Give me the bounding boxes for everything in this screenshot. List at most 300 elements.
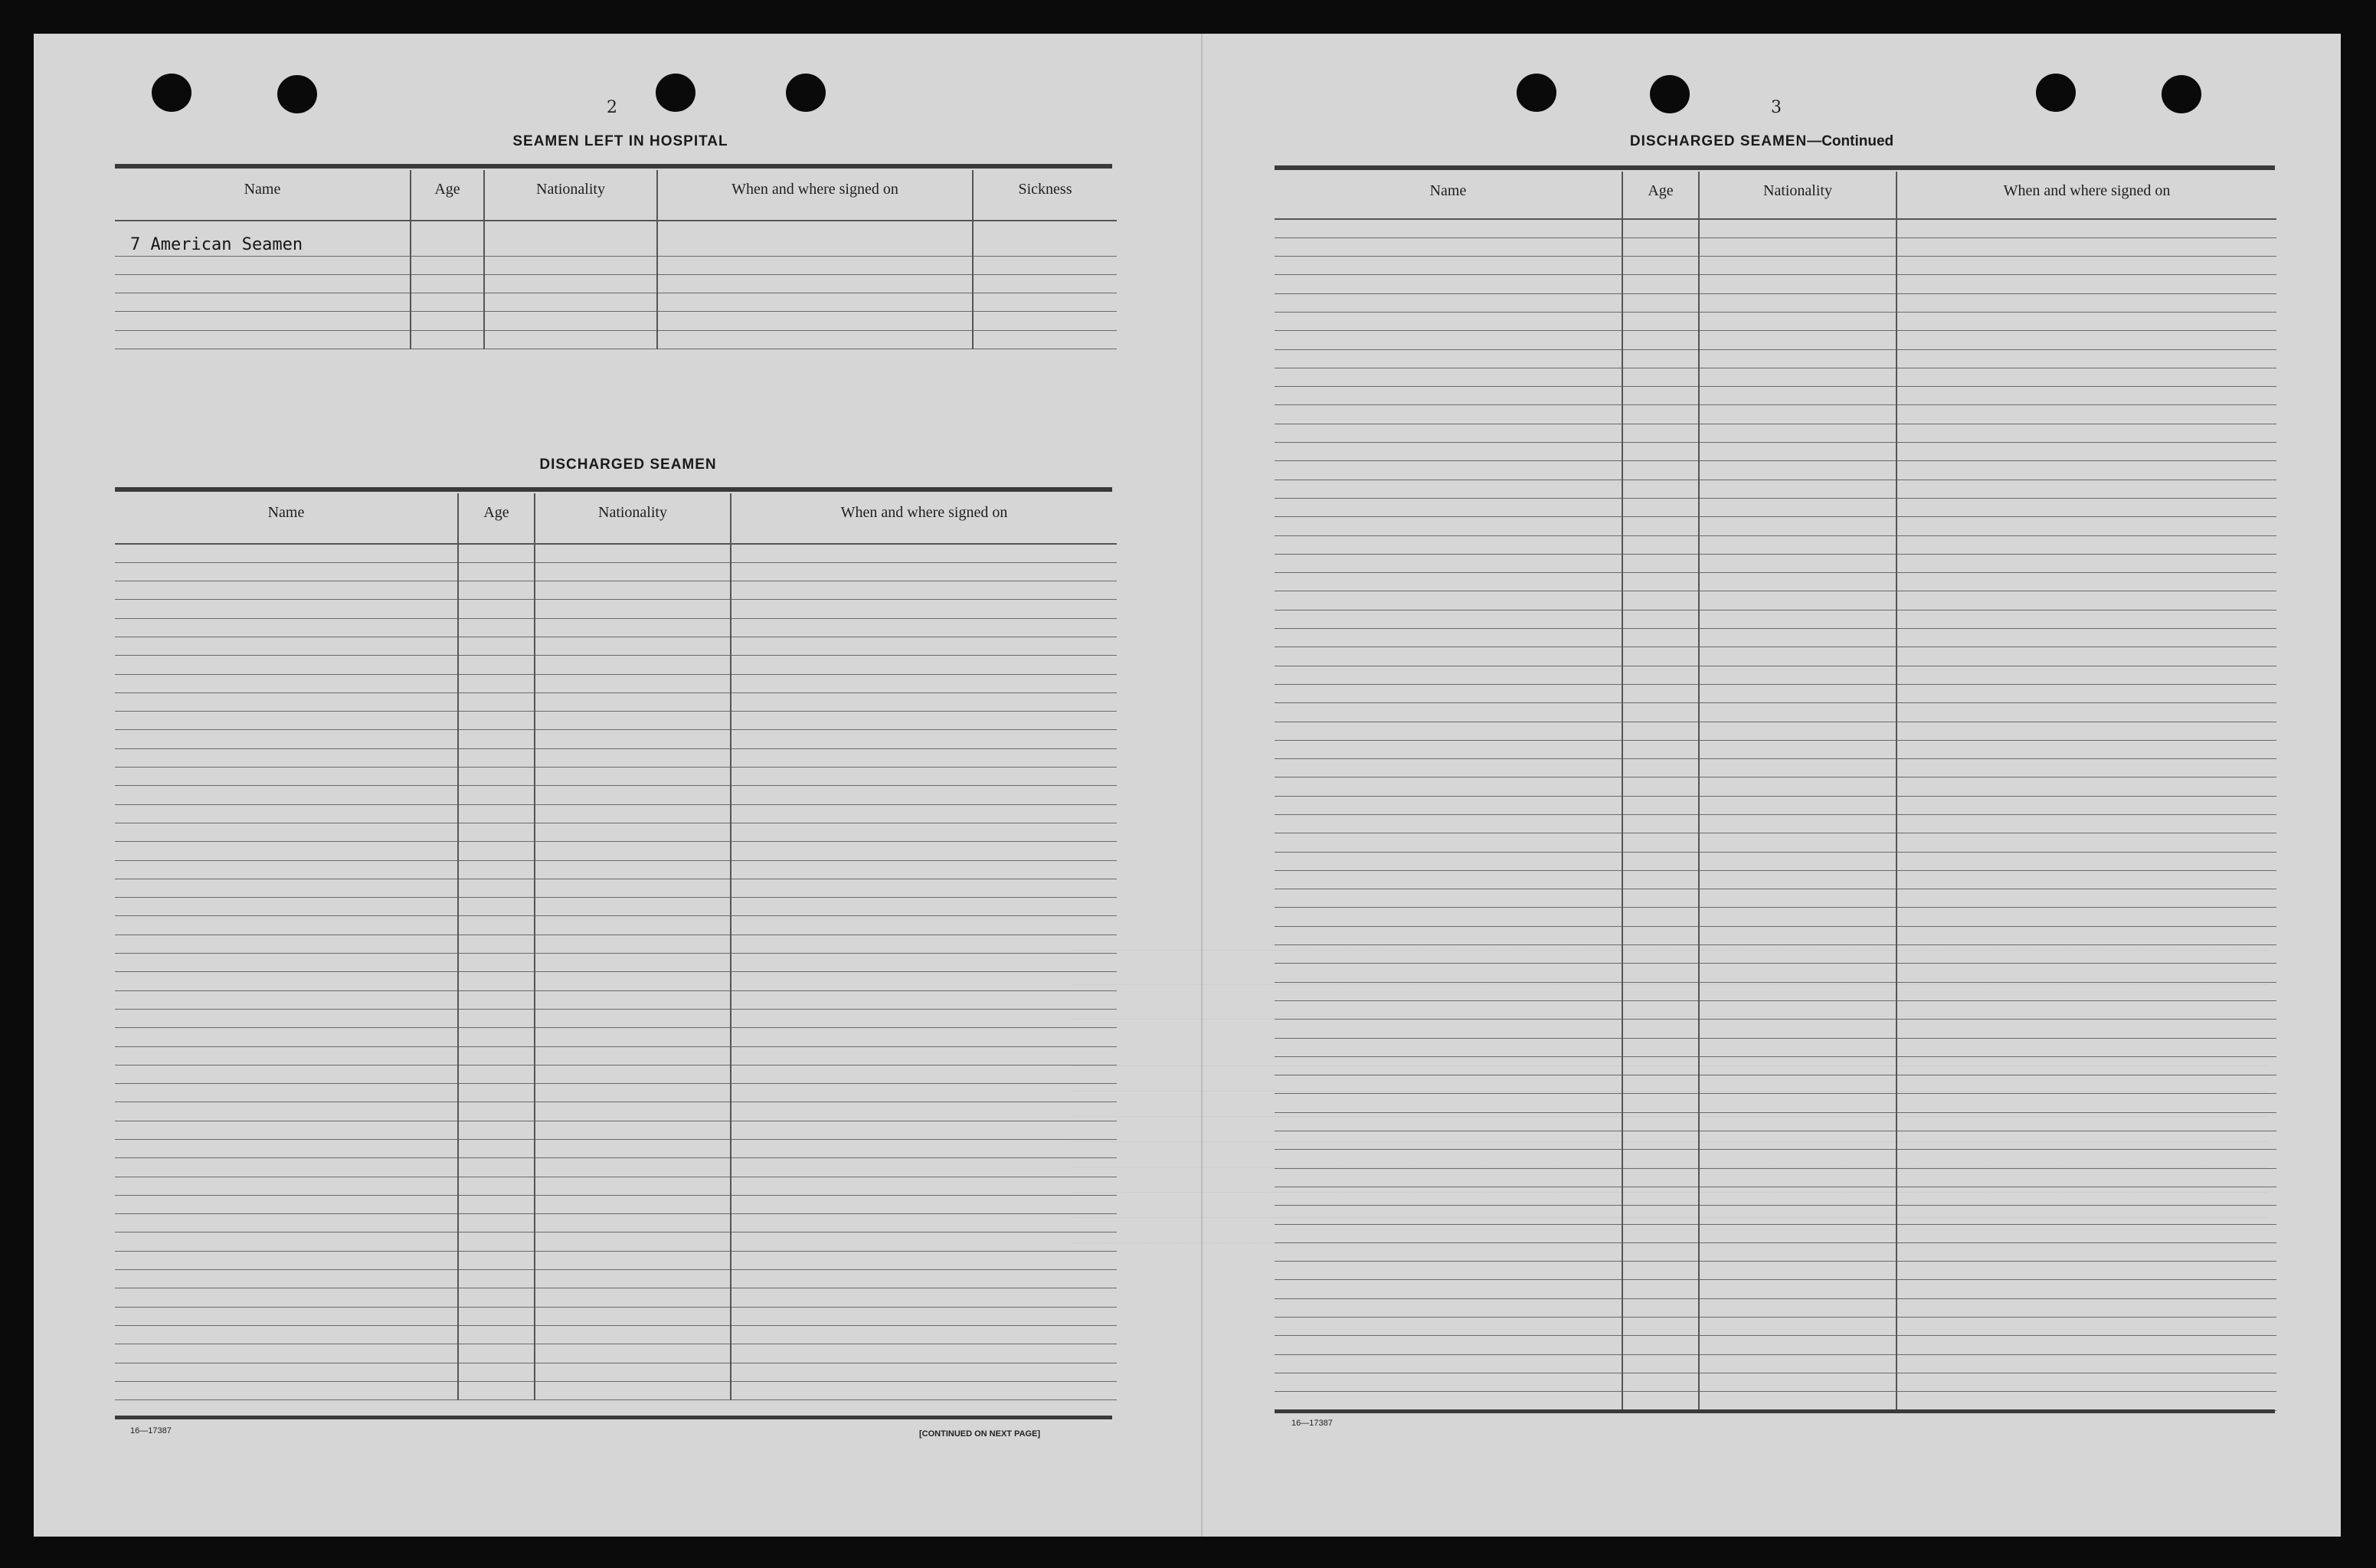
table-row <box>1275 889 2276 908</box>
table-cell <box>1897 833 2276 852</box>
table-cell <box>1275 535 1622 554</box>
table-cell <box>535 1325 731 1344</box>
table-cell <box>731 1046 1117 1065</box>
table-row <box>115 1270 1117 1288</box>
table-cell <box>115 656 458 674</box>
table-cell <box>1275 870 1622 889</box>
table-row <box>1275 554 2276 572</box>
table-cell <box>535 618 731 637</box>
table-cell <box>1275 1187 1622 1205</box>
table-row <box>1275 833 2276 852</box>
table-cell <box>1622 1187 1699 1205</box>
table-cell <box>1275 703 1622 722</box>
table-cell <box>731 712 1117 730</box>
table-cell <box>115 274 411 293</box>
table-row <box>1275 647 2276 666</box>
table-cell <box>1275 387 1622 405</box>
table-cell <box>1897 647 2276 666</box>
table-row <box>1275 982 2276 1000</box>
table-cell <box>1897 1262 2276 1280</box>
punch-hole <box>2162 75 2201 113</box>
table-row <box>115 1102 1117 1121</box>
table-cell <box>535 544 731 562</box>
table-cell <box>1622 1168 1699 1187</box>
table-cell <box>535 581 731 600</box>
table-cell <box>115 1102 458 1121</box>
table-cell <box>1897 945 2276 964</box>
table-cell <box>115 898 458 916</box>
table-cell <box>1275 1336 1622 1354</box>
table-row <box>1275 777 2276 796</box>
table-row <box>115 1009 1117 1027</box>
table-row <box>1275 815 2276 833</box>
table-cell <box>115 1307 458 1325</box>
table-cell <box>1897 870 2276 889</box>
table-row <box>1275 1150 2276 1168</box>
table-cell <box>731 1344 1117 1363</box>
table-cell <box>535 674 731 692</box>
table-cell <box>1275 777 1622 796</box>
table-cell <box>535 786 731 804</box>
table-cell <box>458 581 535 600</box>
table-row <box>1275 424 2276 442</box>
table-cell <box>657 312 973 330</box>
table-row <box>1275 945 2276 964</box>
table-row <box>115 1232 1117 1251</box>
table-row <box>1275 1056 2276 1075</box>
table-row <box>1275 610 2276 628</box>
table-cell <box>1622 257 1699 275</box>
table-cell <box>115 293 411 312</box>
table-cell <box>1275 257 1622 275</box>
right-col-signed-on: When and where signed on <box>1897 172 2276 219</box>
table-cell <box>1897 1206 2276 1224</box>
table-row <box>1275 759 2276 777</box>
table-cell <box>458 656 535 674</box>
table-cell <box>731 1102 1117 1121</box>
table-cell <box>731 1158 1117 1177</box>
table-cell <box>1699 1150 1897 1168</box>
table-cell <box>1622 740 1699 758</box>
table-cell <box>458 1009 535 1027</box>
table-cell <box>1699 368 1897 386</box>
table-cell <box>115 935 458 953</box>
table-cell <box>973 221 1117 256</box>
table-cell <box>1897 740 2276 758</box>
table-cell <box>411 221 484 256</box>
table-row <box>115 656 1117 674</box>
table-cell <box>411 274 484 293</box>
table-cell <box>1699 331 1897 349</box>
table-cell <box>535 1009 731 1027</box>
table-cell <box>1622 1112 1699 1131</box>
table-cell <box>1275 1056 1622 1075</box>
right-form-number: 16—17387 <box>1291 1419 1333 1428</box>
punch-hole <box>152 74 191 112</box>
table-row <box>115 1307 1117 1325</box>
punch-hole <box>656 74 695 112</box>
table-row <box>1275 1262 2276 1280</box>
table-cell <box>1622 908 1699 926</box>
table-cell <box>1275 237 1622 256</box>
table-cell <box>731 1065 1117 1083</box>
table-cell <box>1275 889 1622 908</box>
table-cell <box>1897 517 2276 535</box>
table-cell <box>1622 349 1699 368</box>
table-cell <box>1897 722 2276 740</box>
table-cell: 7 American Seamen <box>115 221 411 256</box>
table-row <box>1275 1206 2276 1224</box>
table-cell <box>1897 331 2276 349</box>
table-cell <box>731 1270 1117 1288</box>
table-cell <box>1897 1000 2276 1019</box>
table-row <box>1275 796 2276 814</box>
hospital-table <box>115 170 1117 349</box>
table-cell <box>1699 405 1897 424</box>
right-section-title <box>1570 133 1953 150</box>
table-cell <box>1622 833 1699 852</box>
table-cell <box>1699 498 1897 516</box>
table-row <box>1275 1112 2276 1131</box>
table-cell <box>115 600 458 618</box>
table-row <box>115 618 1117 637</box>
table-row <box>115 860 1117 879</box>
table-cell <box>731 581 1117 600</box>
table-cell <box>1897 777 2276 796</box>
table-cell <box>731 1232 1117 1251</box>
table-cell <box>1622 1318 1699 1336</box>
right-discharged-table <box>1275 172 2276 1411</box>
table-row <box>115 748 1117 767</box>
table-cell <box>1275 368 1622 386</box>
table-cell <box>1897 1242 2276 1261</box>
table-cell <box>731 618 1117 637</box>
right-page-number: 3 <box>1771 98 1782 117</box>
table-cell <box>1897 1168 2276 1187</box>
table-cell <box>657 221 973 256</box>
table-cell <box>1622 1336 1699 1354</box>
table-row <box>115 879 1117 897</box>
table-cell <box>115 1214 458 1232</box>
table-row <box>1275 219 2276 237</box>
table-cell <box>731 1325 1117 1344</box>
table-cell <box>1897 1224 2276 1242</box>
table-cell <box>731 562 1117 581</box>
table-row <box>115 221 1117 256</box>
discharged-col-nationality: Nationality <box>535 493 731 544</box>
table-cell <box>535 1046 731 1065</box>
table-row <box>115 730 1117 748</box>
table-cell <box>535 842 731 860</box>
table-row <box>115 1065 1117 1083</box>
table-cell <box>1275 349 1622 368</box>
table-cell <box>484 274 657 293</box>
table-cell <box>1699 1112 1897 1131</box>
table-cell <box>1897 405 2276 424</box>
table-cell <box>1699 1094 1897 1112</box>
table-cell <box>1275 443 1622 461</box>
table-row <box>115 804 1117 823</box>
table-cell <box>458 1344 535 1363</box>
table-cell <box>1275 293 1622 312</box>
table-cell <box>458 544 535 562</box>
table-cell <box>1699 219 1897 237</box>
table-cell <box>535 1363 731 1381</box>
table-row <box>115 1177 1117 1195</box>
table-cell <box>1275 1298 1622 1317</box>
table-cell <box>115 1325 458 1344</box>
table-cell <box>535 990 731 1009</box>
table-row <box>115 544 1117 562</box>
table-cell <box>1897 573 2276 591</box>
table-cell <box>1622 1392 1699 1410</box>
table-cell <box>731 804 1117 823</box>
table-cell <box>535 954 731 972</box>
table-row <box>115 786 1117 804</box>
table-cell <box>1275 498 1622 516</box>
right-table-bottom-rule <box>1275 1409 2275 1413</box>
right-title-main: DISCHARGED SEAMEN <box>1629 133 1808 149</box>
table-cell <box>1699 703 1897 722</box>
table-cell <box>1622 1280 1699 1298</box>
table-cell <box>1699 349 1897 368</box>
table-cell <box>535 1084 731 1102</box>
table-cell <box>458 692 535 711</box>
continued-note: [CONTINUED ON NEXT PAGE] <box>919 1429 1041 1439</box>
table-cell <box>731 1084 1117 1102</box>
table-cell <box>1622 629 1699 647</box>
table-cell <box>1897 1318 2276 1336</box>
table-cell <box>458 1214 535 1232</box>
table-cell <box>1622 405 1699 424</box>
table-cell <box>115 544 458 562</box>
hospital-col-signed-on: When and where signed on <box>657 170 973 221</box>
table-cell <box>535 1195 731 1213</box>
discharged-table-top-rule <box>115 487 1112 492</box>
table-cell <box>1897 1075 2276 1094</box>
table-cell <box>1897 535 2276 554</box>
table-row <box>115 1381 1117 1399</box>
table-row <box>1275 1168 2276 1187</box>
punch-hole <box>1650 75 1690 113</box>
table-cell <box>1897 275 2276 293</box>
table-cell <box>1699 796 1897 814</box>
table-cell <box>731 1214 1117 1232</box>
table-cell <box>458 879 535 897</box>
table-cell <box>458 1288 535 1307</box>
table-cell <box>1275 852 1622 870</box>
table-cell <box>731 916 1117 935</box>
table-cell <box>1275 610 1622 628</box>
table-cell <box>1699 1354 1897 1373</box>
table-cell <box>731 656 1117 674</box>
table-cell <box>115 637 458 655</box>
left-page-number: 2 <box>607 98 617 117</box>
table-cell <box>1699 312 1897 330</box>
discharged-table-bottom-rule <box>115 1416 1112 1419</box>
table-cell <box>1897 237 2276 256</box>
table-row <box>115 1028 1117 1046</box>
table-cell <box>458 1158 535 1177</box>
table-cell <box>1897 368 2276 386</box>
table-row <box>115 972 1117 990</box>
table-cell <box>731 692 1117 711</box>
table-cell <box>458 1028 535 1046</box>
table-row <box>115 1121 1117 1139</box>
table-cell <box>1897 387 2276 405</box>
table-row <box>1275 1354 2276 1373</box>
right-table-top-rule <box>1275 165 2275 170</box>
table-cell <box>1622 796 1699 814</box>
table-cell <box>535 1158 731 1177</box>
table-cell <box>1622 1354 1699 1373</box>
table-cell <box>535 712 731 730</box>
table-cell <box>1699 1262 1897 1280</box>
table-cell <box>731 1288 1117 1307</box>
table-cell <box>731 879 1117 897</box>
table-cell <box>1699 535 1897 554</box>
table-row <box>115 312 1117 330</box>
table-cell <box>1897 964 2276 982</box>
table-cell <box>1275 461 1622 480</box>
discharged-col-age: Age <box>458 493 535 544</box>
table-cell <box>1699 1168 1897 1187</box>
table-cell <box>1622 684 1699 702</box>
table-cell <box>115 256 411 274</box>
table-cell <box>731 1381 1117 1399</box>
table-row <box>1275 1000 2276 1019</box>
table-cell <box>411 256 484 274</box>
table-cell <box>458 1046 535 1065</box>
table-cell <box>1275 1354 1622 1373</box>
table-cell <box>458 1102 535 1121</box>
table-cell <box>1622 926 1699 944</box>
table-cell <box>1275 405 1622 424</box>
table-row <box>1275 1336 2276 1354</box>
table-cell <box>458 674 535 692</box>
table-row <box>1275 443 2276 461</box>
table-cell <box>535 898 731 916</box>
table-cell <box>458 1195 535 1213</box>
table-cell <box>1275 591 1622 610</box>
table-cell <box>458 1084 535 1102</box>
table-cell <box>1897 498 2276 516</box>
table-cell <box>1275 964 1622 982</box>
table-cell <box>535 1177 731 1195</box>
table-row <box>1275 852 2276 870</box>
table-cell <box>1897 684 2276 702</box>
table-row <box>1275 591 2276 610</box>
table-row <box>115 712 1117 730</box>
table-cell <box>1699 1392 1897 1410</box>
table-cell <box>1897 703 2276 722</box>
table-cell <box>1699 1373 1897 1391</box>
table-row <box>115 823 1117 841</box>
table-cell <box>1897 1336 2276 1354</box>
table-cell <box>973 312 1117 330</box>
table-cell <box>1622 461 1699 480</box>
table-cell <box>458 637 535 655</box>
table-cell <box>458 600 535 618</box>
table-cell <box>1897 1112 2276 1131</box>
table-cell <box>535 1307 731 1325</box>
table-cell <box>1275 1206 1622 1224</box>
table-cell <box>1622 647 1699 666</box>
table-row <box>115 768 1117 786</box>
table-row <box>1275 684 2276 702</box>
table-cell <box>1897 610 2276 628</box>
table-cell <box>115 712 458 730</box>
table-cell <box>1275 275 1622 293</box>
table-cell <box>411 293 484 312</box>
table-cell <box>1699 610 1897 628</box>
table-cell <box>1275 1262 1622 1280</box>
table-row <box>1275 237 2276 256</box>
table-cell <box>1275 722 1622 740</box>
table-cell <box>1622 1000 1699 1019</box>
punch-hole <box>277 75 317 113</box>
table-cell <box>1622 1056 1699 1075</box>
table-cell <box>1699 740 1897 758</box>
table-cell <box>1275 219 1622 237</box>
table-cell <box>115 562 458 581</box>
table-cell <box>458 618 535 637</box>
table-cell <box>1699 1298 1897 1317</box>
table-cell <box>1699 293 1897 312</box>
table-cell <box>1897 1280 2276 1298</box>
table-cell <box>115 330 411 349</box>
table-cell <box>115 674 458 692</box>
table-cell <box>1622 1020 1699 1038</box>
table-cell <box>1897 480 2276 498</box>
table-cell <box>1699 926 1897 944</box>
table-cell <box>1622 666 1699 684</box>
punch-hole <box>1517 74 1556 112</box>
table-cell <box>115 618 458 637</box>
table-cell <box>1699 1056 1897 1075</box>
table-row <box>115 562 1117 581</box>
table-cell <box>535 879 731 897</box>
table-cell <box>1699 1020 1897 1038</box>
table-row <box>1275 1094 2276 1112</box>
table-cell <box>731 1195 1117 1213</box>
table-cell <box>1622 759 1699 777</box>
table-cell <box>458 860 535 879</box>
table-cell <box>115 312 411 330</box>
table-cell <box>458 972 535 990</box>
table-cell <box>731 842 1117 860</box>
table-cell <box>1622 573 1699 591</box>
table-cell <box>1699 1242 1897 1261</box>
table-cell <box>1897 1056 2276 1075</box>
table-cell <box>1897 257 2276 275</box>
table-cell <box>1897 1187 2276 1205</box>
table-cell <box>535 1065 731 1083</box>
table-cell <box>535 1028 731 1046</box>
table-cell <box>1275 1075 1622 1094</box>
table-cell <box>1897 1373 2276 1391</box>
table-row <box>1275 1242 2276 1261</box>
table-cell <box>657 256 973 274</box>
table-cell <box>115 1381 458 1399</box>
table-cell <box>1622 424 1699 442</box>
table-row <box>1275 722 2276 740</box>
table-row <box>115 1140 1117 1158</box>
table-row <box>115 1288 1117 1307</box>
table-cell <box>1699 1224 1897 1242</box>
table-cell <box>1897 219 2276 237</box>
table-cell <box>1275 1392 1622 1410</box>
